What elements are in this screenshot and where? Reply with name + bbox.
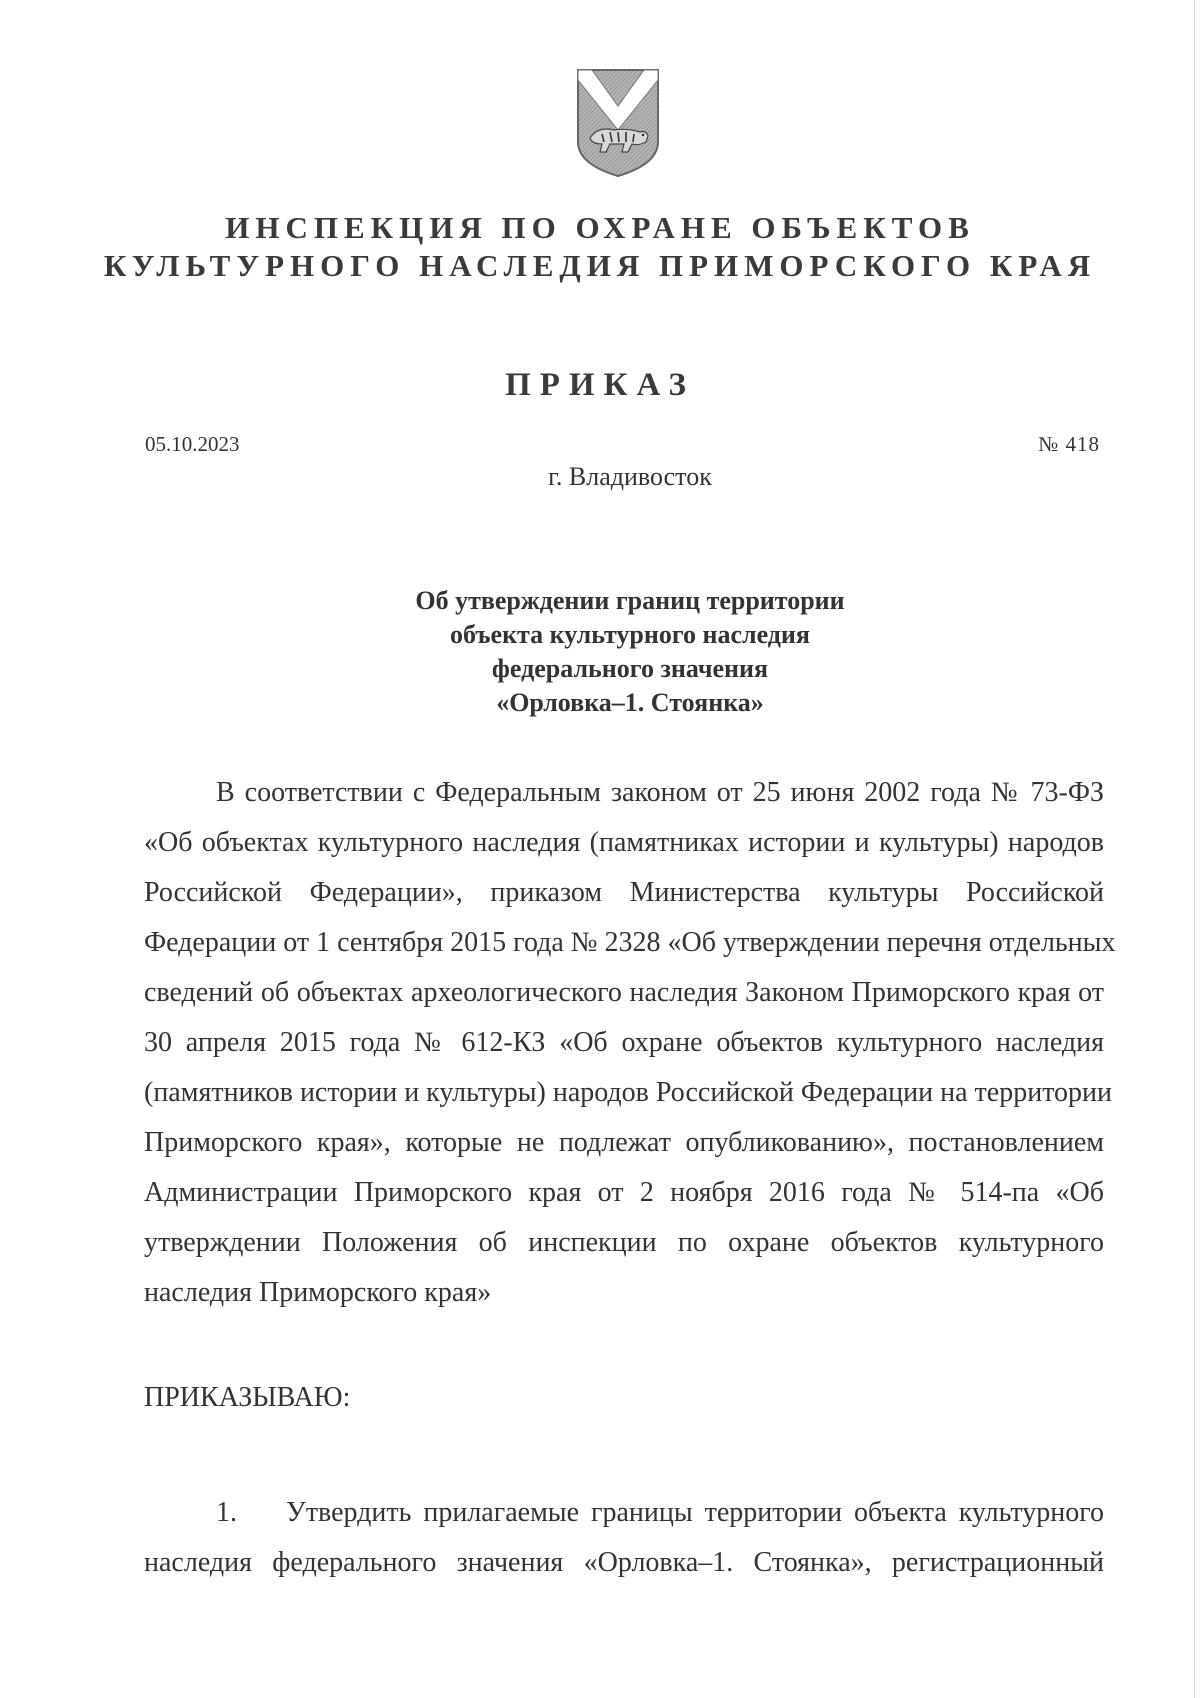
order-item-line: наследия федерального значения «Орловка–1. Стоянка», регистрационный bbox=[144, 1547, 1104, 1578]
subject-line: федерального значения bbox=[491, 654, 769, 683]
document-type-title: ПРИКАЗ bbox=[505, 367, 695, 403]
paragraph-line: наследия Приморского края» bbox=[144, 1277, 492, 1308]
subject-line: объекта культурного наследия bbox=[450, 620, 810, 649]
paragraph-line: (памятников истории и культуры) народов Российской Федерации на территории bbox=[144, 1077, 1113, 1108]
subject-line: Об утверждении границ территории bbox=[415, 586, 845, 615]
order-directive-word: ПРИКАЗЫВАЮ: bbox=[144, 1382, 351, 1413]
document-city: г. Владивосток bbox=[548, 462, 712, 491]
document-date: 05.10.2023 bbox=[145, 432, 240, 456]
document-number: № 418 bbox=[1038, 432, 1100, 456]
preamble-paragraph bbox=[144, 768, 1116, 1318]
order-item-text: Утвердить прилагаемые границы территории объекта культурного bbox=[286, 1497, 1104, 1528]
organization-name-line-1: ИНСПЕКЦИЯ ПО ОХРАНЕ ОБЪЕКТОВ bbox=[225, 210, 975, 245]
paragraph-line: сведений об объектах археологического наследия Законом Приморского края от bbox=[144, 977, 1104, 1008]
paragraph-line: Приморского края», которые не подлежат опубликованию», постановлением bbox=[144, 1127, 1104, 1158]
paragraph-line: Администрации Приморского края от 2 ноября 2016 года № 514-па «Об bbox=[144, 1177, 1104, 1208]
paragraph-line: Федерации от 1 сентября 2015 года № 2328 «Об утверждении перечня отдельных bbox=[144, 927, 1116, 958]
order-item-line bbox=[144, 1488, 1104, 1538]
order-item-1 bbox=[144, 1488, 1104, 1588]
subject-line: «Орловка–1. Стоянка» bbox=[496, 688, 764, 717]
paragraph-line: «Об объектах культурного наследия (памятниках истории и культуры) народов bbox=[144, 827, 1104, 858]
paragraph-line: В соответствии с Федеральным законом от 25 июня 2002 года № 73-ФЗ bbox=[216, 777, 1104, 808]
paragraph-line: 30 апреля 2015 года № 612-КЗ «Об охране объектов культурного наследия bbox=[144, 1027, 1104, 1058]
paragraph-line: Российской Федерации», приказом Министерства культуры Российской bbox=[144, 877, 1104, 908]
organization-name-line-2: КУЛЬТУРНОГО НАСЛЕДИЯ ПРИМОРСКОГО КРАЯ bbox=[103, 248, 1097, 283]
paragraph-line: утверждении Положения об инспекции по охране объектов культурного bbox=[144, 1227, 1104, 1258]
coat-of-arms-icon bbox=[574, 66, 662, 180]
order-item-number: 1. bbox=[216, 1497, 237, 1528]
